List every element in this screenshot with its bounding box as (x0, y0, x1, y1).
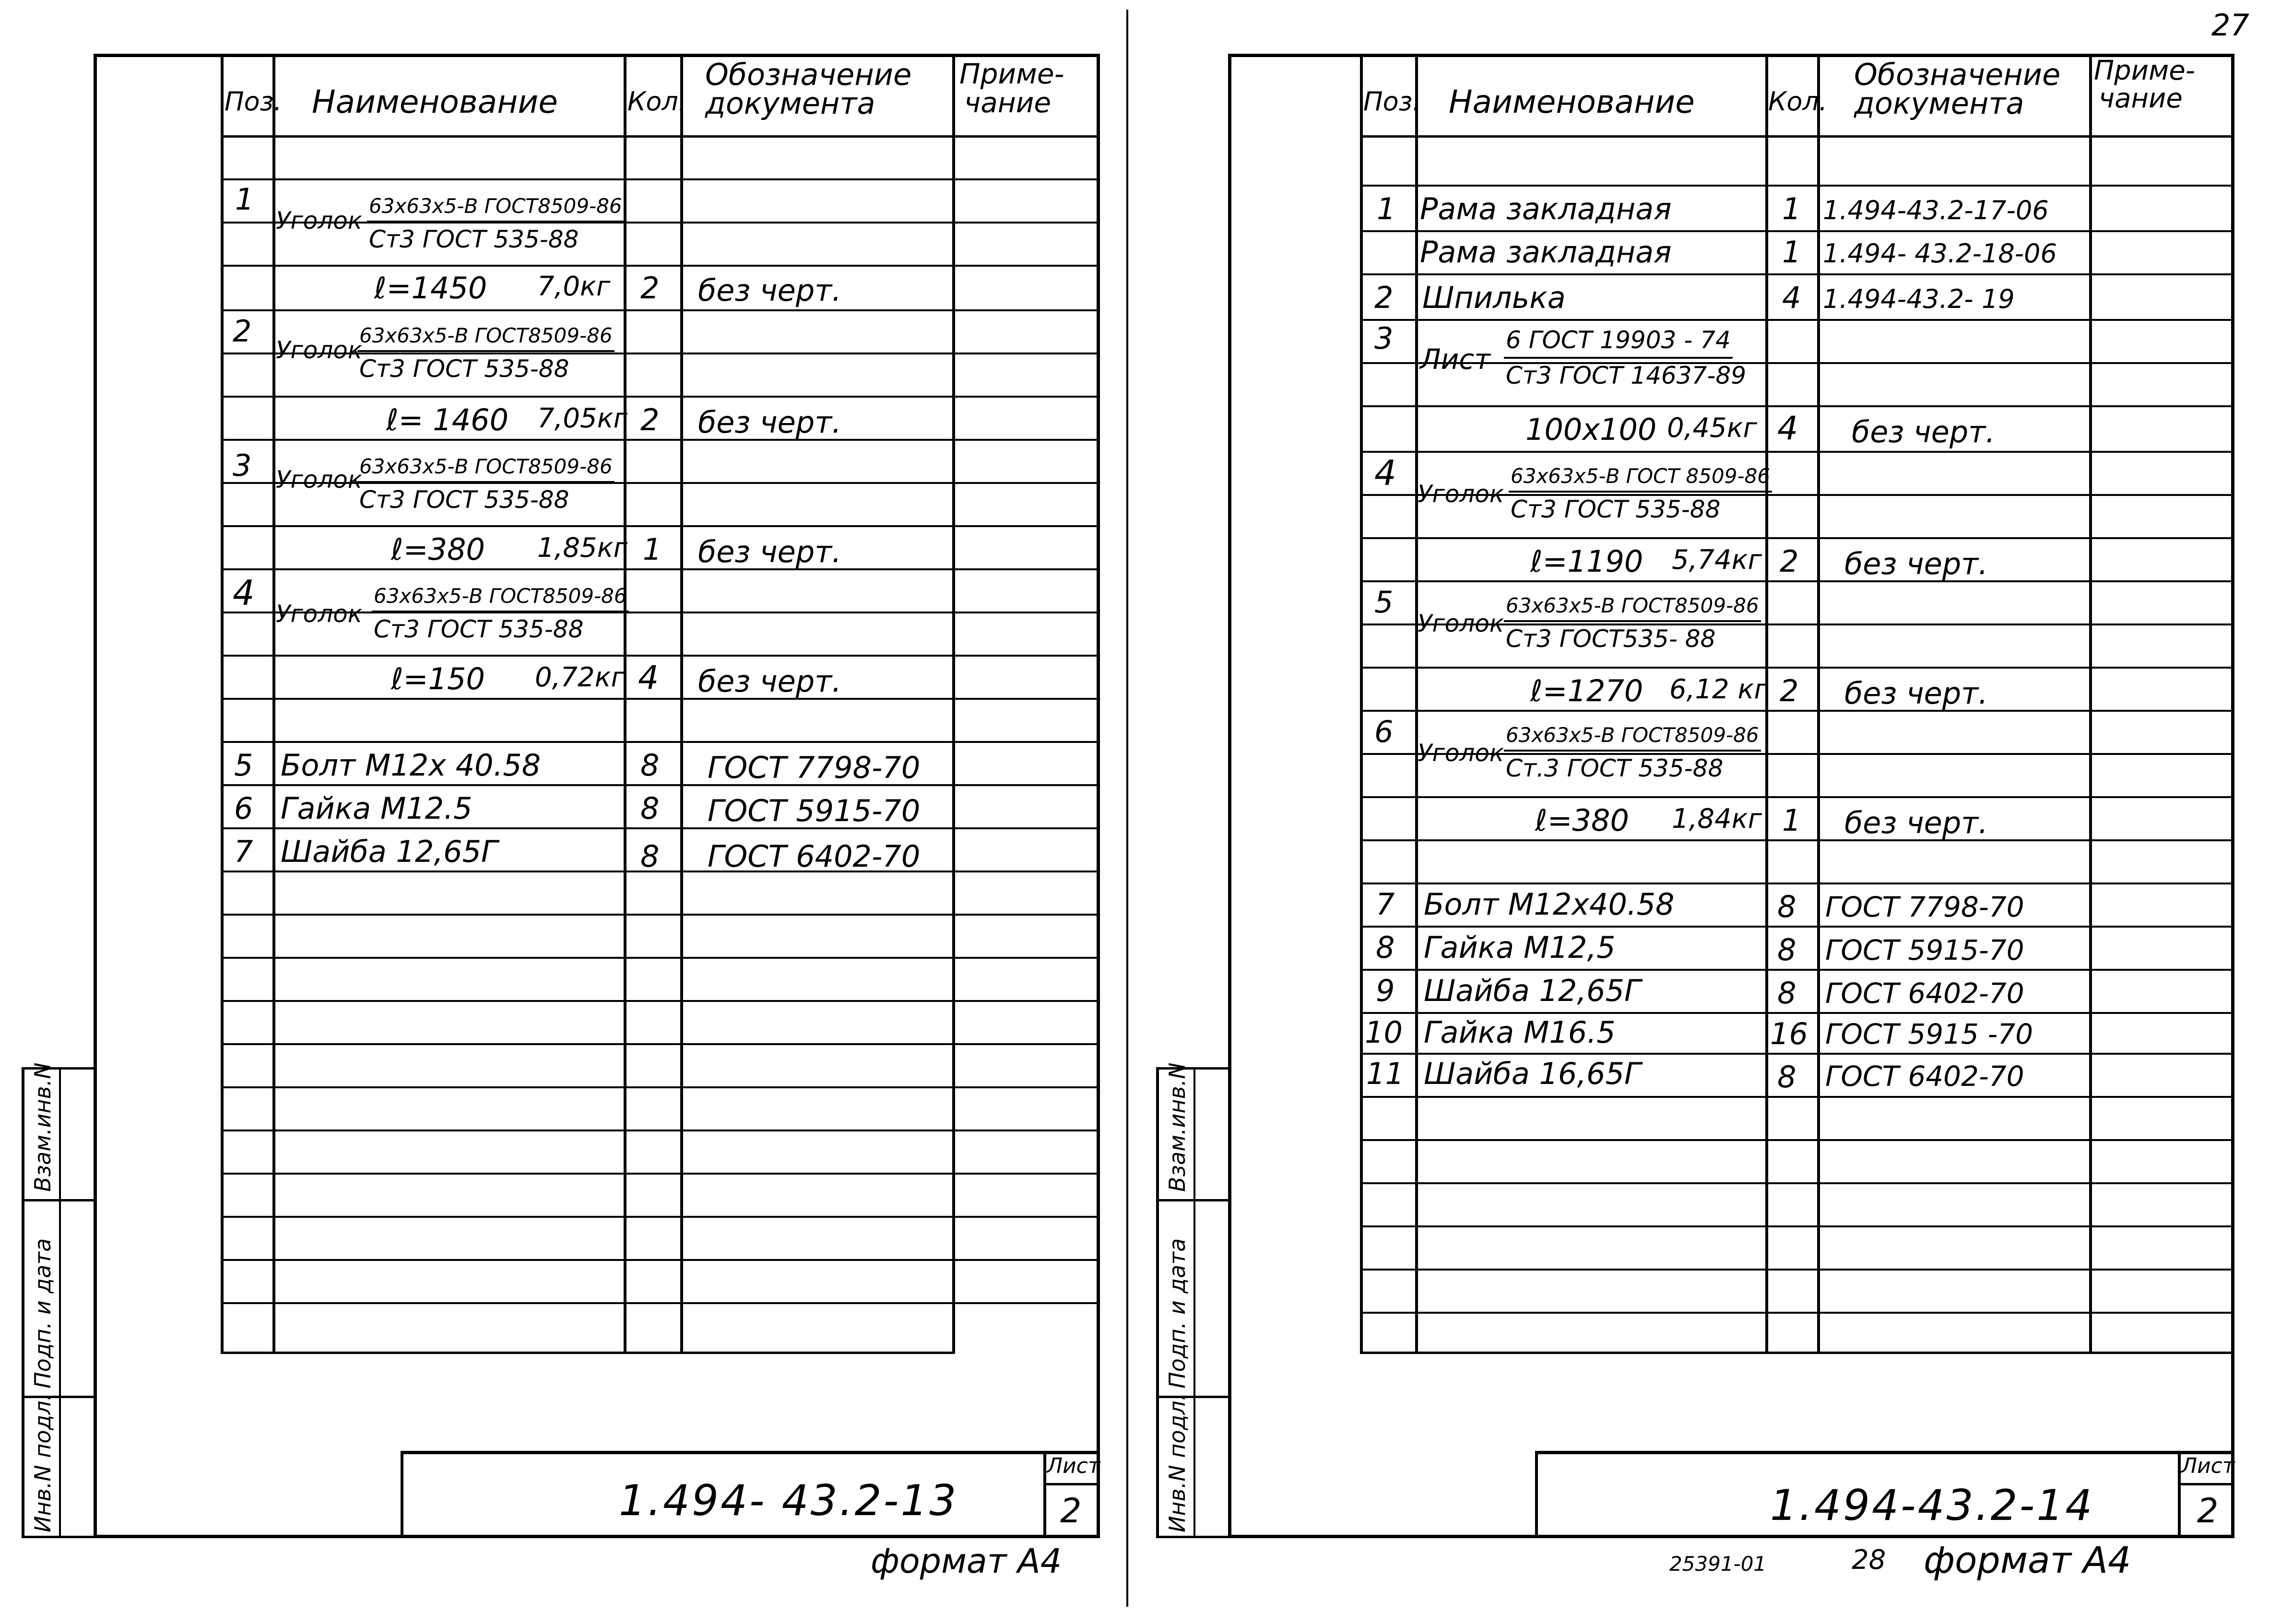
right-row-line (1360, 883, 2233, 884)
left-size-1: ℓ=1450 (374, 271, 487, 306)
right-spec-6-top: 63х63х5-В ГОСТ8509-86 (1504, 723, 1761, 752)
right-doc-4: без черт. (1844, 546, 1988, 581)
left-qty-7: 8 (640, 839, 660, 874)
right-label-5: Уголок (1418, 610, 1504, 637)
left-sheet-label: Лист (1047, 1454, 1100, 1478)
left-pos-3: 3 (233, 448, 252, 483)
left-spec-3 (357, 455, 615, 514)
right-doc-7: ГОСТ 7798-70 (1825, 891, 2024, 923)
right-row-line (1360, 1012, 2233, 1014)
left-spec-2-top: 63х63х5-В ГОСТ8509-86 (357, 324, 615, 352)
left-qty-4: 4 (638, 659, 659, 697)
left-titleblock-sheet-line (1043, 1483, 1100, 1485)
right-row-line (1360, 185, 2233, 187)
left-qty-3: 1 (643, 532, 662, 567)
right-row-line (1360, 710, 2233, 712)
footer-page-number: 28 (1852, 1544, 1886, 1576)
left-row-line (221, 1043, 1099, 1045)
right-pos-9: 9 (1376, 973, 1395, 1008)
right-spec-5 (1504, 594, 1761, 653)
right-row-line (1360, 273, 2233, 275)
right-spec-6-bot: Ст.3 ГОСТ 535-88 (1506, 754, 1724, 782)
right-row-line (1360, 405, 2233, 407)
left-stamp-inv-orig: Инв.N подл. (30, 1393, 56, 1532)
right-spec-5-top: 63х63х5-В ГОСТ8509-86 (1504, 594, 1761, 622)
left-row-line (221, 1259, 1099, 1261)
right-col-note-left (2089, 54, 2092, 1353)
right-spec-3-bot: Ст3 ГОСТ 14637-89 (1506, 362, 1747, 389)
right-hdr-doc-1: Обозначение (1854, 57, 2061, 92)
left-spec-1-bot: Ст3 ГОСТ 535-88 (369, 225, 579, 253)
right-pos-3: 3 (1374, 321, 1394, 356)
left-row-line (221, 1173, 1099, 1175)
left-hdr-bottom (221, 135, 1099, 138)
right-name-8: Гайка М12,5 (1424, 930, 1616, 965)
left-row-line (221, 568, 1099, 570)
left-hdr-doc-2: документа (705, 86, 875, 121)
right-spec-6 (1504, 723, 1761, 782)
right-doc-1b: 1.494- 43.2-18-06 (1823, 238, 2057, 269)
right-row-line (1360, 580, 2233, 582)
left-titleblock-sheet-div (1043, 1451, 1046, 1538)
left-doc-6: ГОСТ 5915-70 (708, 793, 921, 828)
left-row-line (221, 178, 1099, 180)
left-doc-1: без черт. (698, 273, 842, 308)
left-row-line (221, 914, 1099, 916)
right-stamp-inv-orig: Инв.N подл. (1164, 1393, 1190, 1532)
left-col-name-left (272, 54, 275, 1353)
right-stamp-bottom (1156, 1536, 1228, 1538)
left-spec-4-bot: Ст3 ГОСТ 535-88 (374, 615, 584, 643)
left-row-line (221, 655, 1099, 657)
right-qty-3: 4 (1777, 410, 1798, 447)
right-qty-1: 1 (1782, 191, 1801, 226)
left-pos-6: 6 (234, 791, 253, 826)
right-row-line (1360, 1225, 2233, 1227)
right-name-10: Гайка М16.5 (1424, 1015, 1616, 1050)
right-pos-11: 11 (1366, 1056, 1404, 1091)
right-row-line (1360, 969, 2233, 971)
right-row-line (1360, 1182, 2233, 1184)
right-doc-8: ГОСТ 5915-70 (1825, 934, 2024, 966)
right-pos-5: 5 (1374, 585, 1394, 620)
right-size-6: ℓ=380 (1535, 803, 1629, 838)
right-spec-3-top: 6 ГОСТ 19903 - 74 (1504, 326, 1733, 359)
right-spec-5-bot: Ст3 ГОСТ535- 88 (1506, 625, 1716, 653)
right-col-name-left (1415, 54, 1418, 1353)
left-pos-5: 5 (234, 748, 253, 783)
left-stamp-mid (59, 1067, 61, 1538)
right-doc-3: без черт. (1852, 414, 1996, 449)
right-hdr-note-2: чание (2099, 83, 2183, 114)
left-label-4: Уголок (276, 600, 363, 628)
left-col-note-left (952, 54, 955, 1353)
left-mass-3: 1,85кг (537, 532, 627, 564)
left-qty-2: 2 (640, 402, 660, 437)
right-pos-8: 8 (1376, 930, 1395, 965)
right-qty-10: 16 (1770, 1016, 1808, 1051)
left-spec-1-top: 63х63х5-В ГОСТ8509-86 (367, 194, 624, 223)
right-mass-4: 5,74кг (1672, 544, 1762, 576)
left-stamp-edge (22, 1067, 24, 1538)
right-stamp-mid (1194, 1067, 1195, 1538)
right-stamp-sign-date: Подп. и дата (1164, 1238, 1190, 1389)
page-number: 27 (2211, 8, 2249, 43)
right-hdr-pos: Поз. (1363, 86, 1421, 117)
left-name-7: Шайба 12,65Г (281, 834, 498, 869)
left-row-line (221, 1000, 1099, 1002)
right-spec-4-top: 63х63х5-В ГОСТ 8509-86 (1509, 464, 1772, 493)
right-col-doc-left (1817, 54, 1820, 1353)
left-row-line (221, 698, 1099, 700)
left-titleblock-left (401, 1451, 403, 1538)
right-mass-3: 0,45кг (1667, 412, 1757, 444)
right-row-line (1360, 230, 2233, 232)
right-spec-4-bot: Ст3 ГОСТ 535-88 (1511, 495, 1721, 523)
left-hdr-doc-1: Обозначение (705, 57, 912, 92)
right-stamp-repl-inv: Взам.инв.N (1164, 1062, 1190, 1192)
left-row-line (221, 1086, 1099, 1088)
right-mass-6: 1,84кг (1672, 803, 1762, 835)
right-pos-2: 2 (1374, 280, 1394, 315)
left-row-line (221, 784, 1099, 786)
left-name-6: Гайка М12.5 (281, 791, 473, 826)
left-col-pos-left (221, 54, 224, 1353)
left-row-line (221, 741, 1099, 743)
right-titleblock-sheet-line (2178, 1483, 2234, 1485)
left-qty-6: 8 (640, 791, 660, 826)
right-hdr-qty: Кол. (1768, 86, 1828, 117)
right-sheet-num: 2 (2197, 1491, 2219, 1530)
right-pos-6: 6 (1374, 714, 1394, 749)
right-sheet-label: Лист (2181, 1454, 2235, 1478)
right-hdr-bottom (1360, 135, 2233, 138)
right-pos-10: 10 (1365, 1015, 1403, 1050)
right-qty-6: 1 (1782, 803, 1801, 838)
left-doc-3: без черт. (698, 534, 842, 569)
right-name-7: Болт М12х40.58 (1424, 887, 1675, 922)
right-doc-2: 1.494-43.2- 19 (1823, 284, 2015, 314)
left-format: формат А4 (871, 1542, 1062, 1581)
right-row-line (1360, 926, 2233, 928)
left-spec-4 (372, 584, 629, 643)
left-label-1: Уголок (276, 207, 363, 235)
left-hdr-note-2: чание (964, 86, 1052, 119)
right-row-line (1360, 1139, 2233, 1141)
right-titleblock-top (1535, 1451, 2234, 1454)
right-qty-5: 2 (1780, 673, 1799, 708)
left-col-doc-left (680, 54, 683, 1353)
right-label-3: Лист (1420, 343, 1490, 376)
right-stamp-edge (1156, 1067, 1159, 1538)
right-row-line (1360, 319, 2233, 321)
left-doc-2: без черт. (698, 405, 842, 440)
right-doc-9: ГОСТ 6402-70 (1825, 977, 2024, 1010)
right-doc-10: ГОСТ 5915 -70 (1825, 1018, 2033, 1050)
left-titleblock-top (401, 1451, 1100, 1454)
right-row-line (1360, 1269, 2233, 1271)
left-mass-1: 7,0кг (537, 271, 611, 302)
left-mass-4: 0,72кг (535, 662, 625, 693)
right-doc-6: без черт. (1844, 805, 1988, 840)
right-pos-1: 1 (1377, 191, 1396, 226)
left-mass-2: 7,05кг (537, 403, 627, 434)
right-qty-7: 8 (1777, 889, 1796, 924)
left-row-line (221, 309, 1099, 311)
right-size-5: ℓ=1270 (1530, 673, 1643, 708)
right-label-6: Уголок (1418, 739, 1504, 767)
left-hdr-name: Наименование (312, 83, 558, 120)
right-row-line (1360, 1053, 2233, 1055)
right-qty-8: 8 (1777, 932, 1796, 967)
left-pos-7: 7 (234, 834, 253, 869)
right-row-line (1360, 537, 2233, 539)
left-doc-5: ГОСТ 7798-70 (708, 750, 921, 785)
left-stamp-div1 (22, 1199, 94, 1201)
left-row-line (221, 827, 1099, 829)
right-col-pos-left (1360, 54, 1363, 1353)
left-stamp-repl-inv: Взам.инв.N (30, 1062, 56, 1192)
left-row-line (221, 439, 1099, 441)
right-name-1: Рама закладная (1420, 191, 1672, 226)
right-row-line (1360, 796, 2233, 798)
left-row-line (221, 265, 1099, 267)
right-row-line (1360, 1096, 2233, 1098)
right-spec-4 (1509, 464, 1772, 523)
left-size-3: ℓ=380 (391, 532, 485, 567)
left-sheet-num: 2 (1060, 1491, 1082, 1530)
left-col-qty-left (624, 54, 626, 1353)
right-mass-5: 6,12 кг (1669, 674, 1768, 705)
right-row-line (1360, 362, 2233, 364)
right-size-4: ℓ=1190 (1530, 544, 1643, 579)
right-size-3: 100х100 (1525, 412, 1657, 447)
left-hdr-qty: Кол. (627, 86, 687, 117)
left-spec-2-bot: Ст3 ГОСТ 535-88 (359, 355, 569, 383)
left-doc-7: ГОСТ 6402-70 (708, 839, 921, 874)
left-hdr-pos: Поз. (225, 86, 282, 117)
left-spec-3-top: 63х63х5-В ГОСТ8509-86 (357, 455, 615, 483)
left-row-line (221, 957, 1099, 959)
left-table-bottom (221, 1352, 955, 1354)
right-name-2: Шпилька (1422, 280, 1566, 315)
right-qty-2: 4 (1782, 280, 1801, 315)
right-hdr-name: Наименование (1449, 83, 1695, 120)
left-row-line (221, 1216, 1099, 1218)
right-qty-4: 2 (1780, 544, 1799, 579)
sheet-divider (1126, 10, 1128, 1607)
left-name-5: Болт М12х 40.58 (281, 748, 541, 783)
right-row-line (1360, 1312, 2233, 1314)
left-row-line (221, 396, 1099, 398)
right-doc-1: 1.494-43.2-17-06 (1823, 195, 2049, 225)
left-size-4: ℓ=150 (391, 661, 485, 696)
right-titleblock-left (1535, 1451, 1538, 1538)
left-pos-4: 4 (233, 573, 255, 613)
left-size-2: ℓ= 1460 (386, 402, 509, 437)
left-doc-code: 1.494- 43.2-13 (619, 1476, 958, 1525)
right-spec-3 (1504, 326, 1748, 389)
right-stamp-div1 (1156, 1199, 1228, 1201)
right-label-4: Уголок (1418, 480, 1504, 508)
right-hdr-doc-2: документа (1854, 86, 2024, 121)
left-qty-1: 2 (640, 271, 660, 306)
right-row-line (1360, 451, 2233, 453)
footer-order-number: 25391-01 (1669, 1552, 1767, 1576)
left-row-line (221, 1302, 1099, 1304)
left-stamp-sign-date: Подп. и дата (30, 1238, 56, 1389)
left-hdr-note-1: Приме- (959, 58, 1064, 90)
right-table-bottom (1360, 1352, 2233, 1354)
left-spec-4-top: 63х63х5-В ГОСТ8509-86 (372, 584, 629, 612)
right-format: формат А4 (1924, 1539, 2131, 1581)
left-pos-2: 2 (233, 314, 252, 349)
right-qty-11: 8 (1777, 1059, 1796, 1094)
right-name-9: Шайба 12,65Г (1424, 973, 1641, 1008)
right-qty-9: 8 (1777, 976, 1796, 1011)
left-row-line (221, 1130, 1099, 1131)
left-doc-4: без черт. (698, 664, 842, 699)
right-titleblock-sheet-div (2178, 1451, 2181, 1538)
left-pos-1: 1 (235, 182, 254, 217)
right-pos-7: 7 (1376, 887, 1395, 922)
left-spec-1 (367, 194, 624, 253)
right-qty-1b: 1 (1782, 235, 1801, 270)
right-name-1b: Рама закладная (1420, 235, 1672, 270)
right-pos-4: 4 (1374, 453, 1396, 493)
right-row-line (1360, 667, 2233, 669)
right-name-11: Шайба 16,65Г (1424, 1056, 1641, 1091)
right-doc-5: без черт. (1844, 676, 1988, 711)
left-spec-2 (357, 324, 615, 383)
left-label-3: Уголок (276, 466, 363, 494)
left-qty-5: 8 (640, 748, 660, 783)
left-spec-3-bot: Ст3 ГОСТ 535-88 (359, 486, 569, 514)
right-row-line (1360, 839, 2233, 841)
right-hdr-note-1: Приме- (2094, 55, 2195, 86)
left-row-line (221, 871, 1099, 872)
right-doc-11: ГОСТ 6402-70 (1825, 1060, 2024, 1093)
left-row-line (221, 525, 1099, 527)
left-label-2: Уголок (276, 336, 363, 364)
right-doc-code: 1.494-43.2-14 (1770, 1481, 2094, 1530)
left-stamp-bottom (22, 1536, 94, 1538)
